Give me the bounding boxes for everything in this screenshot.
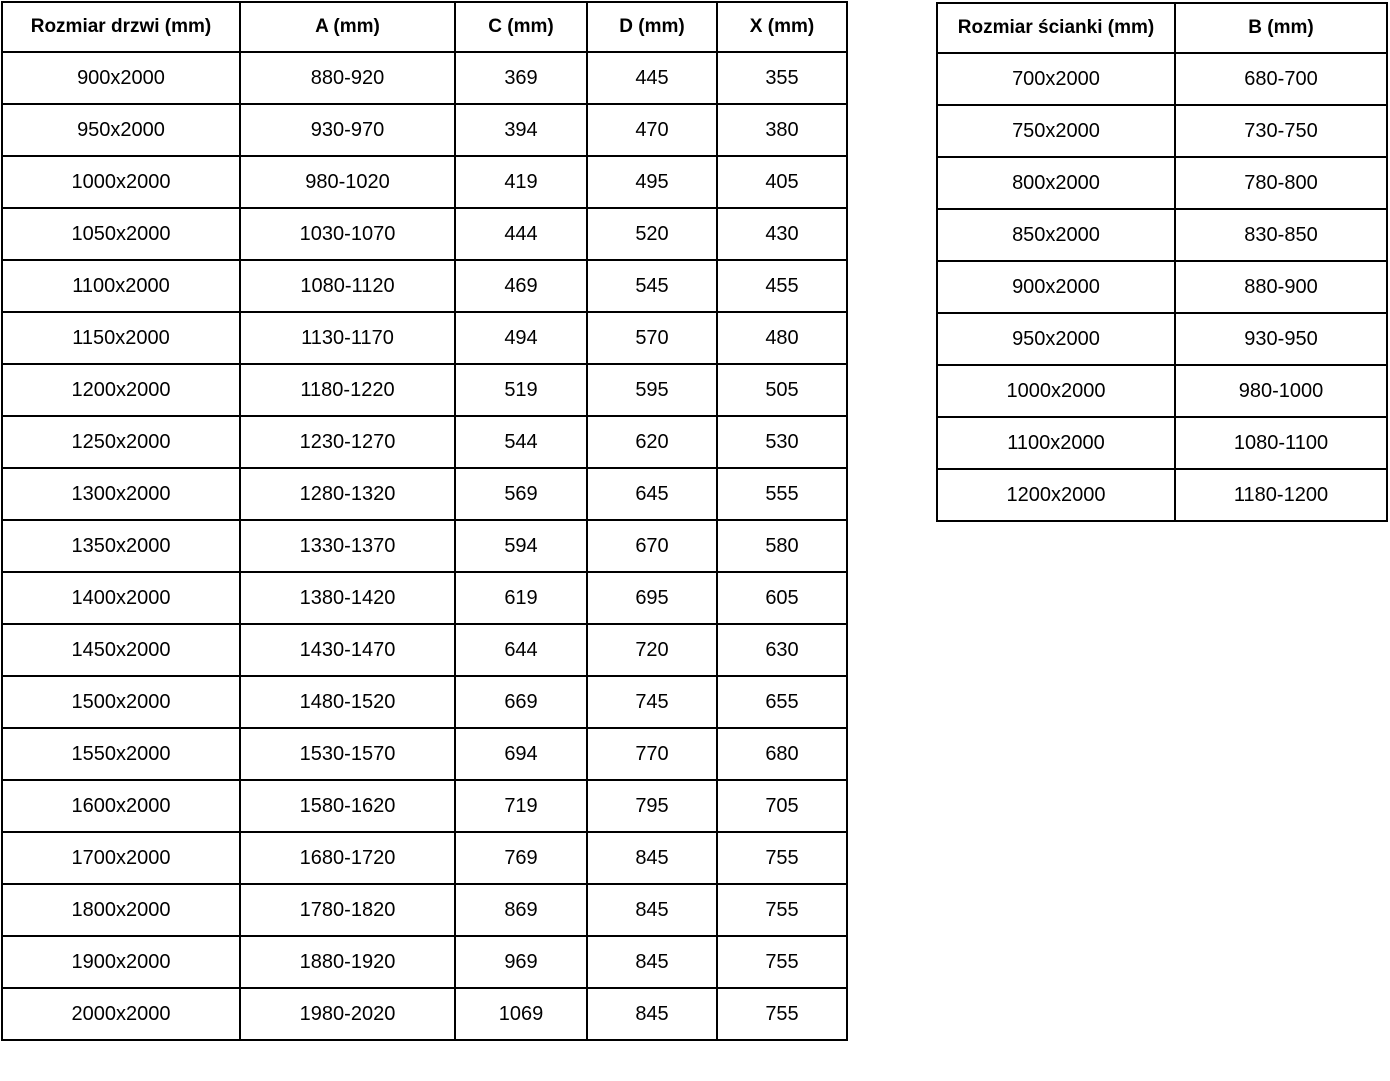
column-header: B (mm) — [1175, 3, 1387, 53]
table-cell: 594 — [455, 520, 587, 572]
column-header: X (mm) — [717, 2, 847, 52]
table-row — [2, 832, 847, 884]
table-cell: 695 — [587, 572, 717, 624]
table-cell: 1200x2000 — [2, 364, 240, 416]
table-cell: 530 — [717, 416, 847, 468]
column-header: A (mm) — [240, 2, 455, 52]
door-sizes-table — [1, 1, 848, 1041]
table-cell: 1080-1100 — [1175, 417, 1387, 469]
table-cell: 630 — [717, 624, 847, 676]
table-row — [937, 105, 1387, 157]
table-cell: 769 — [455, 832, 587, 884]
table-cell: 369 — [455, 52, 587, 104]
column-header: C (mm) — [455, 2, 587, 52]
table-cell: 980-1000 — [1175, 365, 1387, 417]
table-cell: 950x2000 — [2, 104, 240, 156]
table-cell: 1230-1270 — [240, 416, 455, 468]
table-cell: 880-920 — [240, 52, 455, 104]
table-cell: 1550x2000 — [2, 728, 240, 780]
table-cell: 795 — [587, 780, 717, 832]
table-row — [937, 313, 1387, 365]
table-body — [2, 52, 847, 1040]
table-row — [2, 936, 847, 988]
table-row — [2, 676, 847, 728]
table-row — [2, 364, 847, 416]
table-row — [937, 209, 1387, 261]
table-cell: 700x2000 — [937, 53, 1175, 105]
table-cell: 869 — [455, 884, 587, 936]
table-cell: 845 — [587, 884, 717, 936]
table-row — [2, 260, 847, 312]
table-cell: 1450x2000 — [2, 624, 240, 676]
table-cell: 1980-2020 — [240, 988, 455, 1040]
table-cell: 645 — [587, 468, 717, 520]
table-cell: 1780-1820 — [240, 884, 455, 936]
table-cell: 750x2000 — [937, 105, 1175, 157]
table-cell: 830-850 — [1175, 209, 1387, 261]
table-cell: 545 — [587, 260, 717, 312]
table-cell: 900x2000 — [2, 52, 240, 104]
table-cell: 930-950 — [1175, 313, 1387, 365]
table-cell: 1600x2000 — [2, 780, 240, 832]
table-cell: 1069 — [455, 988, 587, 1040]
table-cell: 444 — [455, 208, 587, 260]
table-header-row — [2, 2, 847, 52]
table-cell: 850x2000 — [937, 209, 1175, 261]
table-cell: 620 — [587, 416, 717, 468]
table-cell: 1180-1200 — [1175, 469, 1387, 521]
table-cell: 355 — [717, 52, 847, 104]
table-cell: 1300x2000 — [2, 468, 240, 520]
table-cell: 705 — [717, 780, 847, 832]
table-cell: 570 — [587, 312, 717, 364]
table-cell: 780-800 — [1175, 157, 1387, 209]
table-row — [2, 624, 847, 676]
table-row — [2, 208, 847, 260]
table-cell: 1580-1620 — [240, 780, 455, 832]
table-row — [2, 104, 847, 156]
column-header: Rozmiar drzwi (mm) — [2, 2, 240, 52]
table-cell: 1700x2000 — [2, 832, 240, 884]
table-cell: 605 — [717, 572, 847, 624]
table-cell: 680-700 — [1175, 53, 1387, 105]
table-cell: 495 — [587, 156, 717, 208]
table-cell: 445 — [587, 52, 717, 104]
table-header-row — [937, 3, 1387, 53]
table-cell: 1130-1170 — [240, 312, 455, 364]
table-cell: 1200x2000 — [937, 469, 1175, 521]
table-cell: 1430-1470 — [240, 624, 455, 676]
table-cell: 1480-1520 — [240, 676, 455, 728]
table-cell: 455 — [717, 260, 847, 312]
table-cell: 720 — [587, 624, 717, 676]
table-cell: 405 — [717, 156, 847, 208]
table-row — [2, 572, 847, 624]
table-cell: 480 — [717, 312, 847, 364]
table-cell: 950x2000 — [937, 313, 1175, 365]
table-row — [2, 780, 847, 832]
table-cell: 930-970 — [240, 104, 455, 156]
table-cell: 494 — [455, 312, 587, 364]
table-cell: 694 — [455, 728, 587, 780]
table-cell: 1000x2000 — [937, 365, 1175, 417]
table-row — [2, 312, 847, 364]
table-cell: 845 — [587, 832, 717, 884]
table-cell: 519 — [455, 364, 587, 416]
table-cell: 1500x2000 — [2, 676, 240, 728]
table-cell: 770 — [587, 728, 717, 780]
table-cell: 745 — [587, 676, 717, 728]
table-cell: 880-900 — [1175, 261, 1387, 313]
table-cell: 1380-1420 — [240, 572, 455, 624]
table-cell: 580 — [717, 520, 847, 572]
table-cell: 719 — [455, 780, 587, 832]
table-row — [2, 884, 847, 936]
table-row — [2, 728, 847, 780]
table-cell: 430 — [717, 208, 847, 260]
wall-sizes-table — [936, 2, 1388, 522]
table-cell: 644 — [455, 624, 587, 676]
table-cell: 1180-1220 — [240, 364, 455, 416]
table-cell: 845 — [587, 936, 717, 988]
table-cell: 1880-1920 — [240, 936, 455, 988]
table-cell: 1150x2000 — [2, 312, 240, 364]
table-cell: 680 — [717, 728, 847, 780]
table-cell: 419 — [455, 156, 587, 208]
table-cell: 969 — [455, 936, 587, 988]
table-cell: 1280-1320 — [240, 468, 455, 520]
table-row — [2, 988, 847, 1040]
table-cell: 555 — [717, 468, 847, 520]
table-cell: 1800x2000 — [2, 884, 240, 936]
table-cell: 900x2000 — [937, 261, 1175, 313]
table-cell: 394 — [455, 104, 587, 156]
table-row — [937, 261, 1387, 313]
table-cell: 569 — [455, 468, 587, 520]
table-row — [2, 156, 847, 208]
table-cell: 755 — [717, 988, 847, 1040]
table-cell: 380 — [717, 104, 847, 156]
table-cell: 544 — [455, 416, 587, 468]
column-header: D (mm) — [587, 2, 717, 52]
table-cell: 1530-1570 — [240, 728, 455, 780]
table-cell: 755 — [717, 884, 847, 936]
table-row — [2, 416, 847, 468]
table-cell: 469 — [455, 260, 587, 312]
table-cell: 1050x2000 — [2, 208, 240, 260]
table-cell: 470 — [587, 104, 717, 156]
table-row — [2, 52, 847, 104]
table-body — [937, 53, 1387, 521]
table-row — [2, 468, 847, 520]
table-cell: 755 — [717, 832, 847, 884]
table-row — [2, 520, 847, 572]
table-cell: 2000x2000 — [2, 988, 240, 1040]
table-cell: 595 — [587, 364, 717, 416]
table-cell: 1030-1070 — [240, 208, 455, 260]
table-cell: 1330-1370 — [240, 520, 455, 572]
table-row — [937, 53, 1387, 105]
table-cell: 669 — [455, 676, 587, 728]
table-cell: 1680-1720 — [240, 832, 455, 884]
table-cell: 755 — [717, 936, 847, 988]
table-cell: 505 — [717, 364, 847, 416]
table-row — [937, 365, 1387, 417]
table-cell: 520 — [587, 208, 717, 260]
table-cell: 1100x2000 — [937, 417, 1175, 469]
table-row — [937, 157, 1387, 209]
table-cell: 980-1020 — [240, 156, 455, 208]
table-cell: 845 — [587, 988, 717, 1040]
table-cell: 730-750 — [1175, 105, 1387, 157]
table-row — [937, 469, 1387, 521]
table-cell: 800x2000 — [937, 157, 1175, 209]
table-cell: 655 — [717, 676, 847, 728]
table-cell: 1350x2000 — [2, 520, 240, 572]
table-cell: 619 — [455, 572, 587, 624]
table-cell: 1400x2000 — [2, 572, 240, 624]
table-cell: 1100x2000 — [2, 260, 240, 312]
table-cell: 1900x2000 — [2, 936, 240, 988]
table-cell: 1250x2000 — [2, 416, 240, 468]
table-cell: 1080-1120 — [240, 260, 455, 312]
table-cell: 1000x2000 — [2, 156, 240, 208]
column-header: Rozmiar ścianki (mm) — [937, 3, 1175, 53]
table-row — [937, 417, 1387, 469]
table-cell: 670 — [587, 520, 717, 572]
